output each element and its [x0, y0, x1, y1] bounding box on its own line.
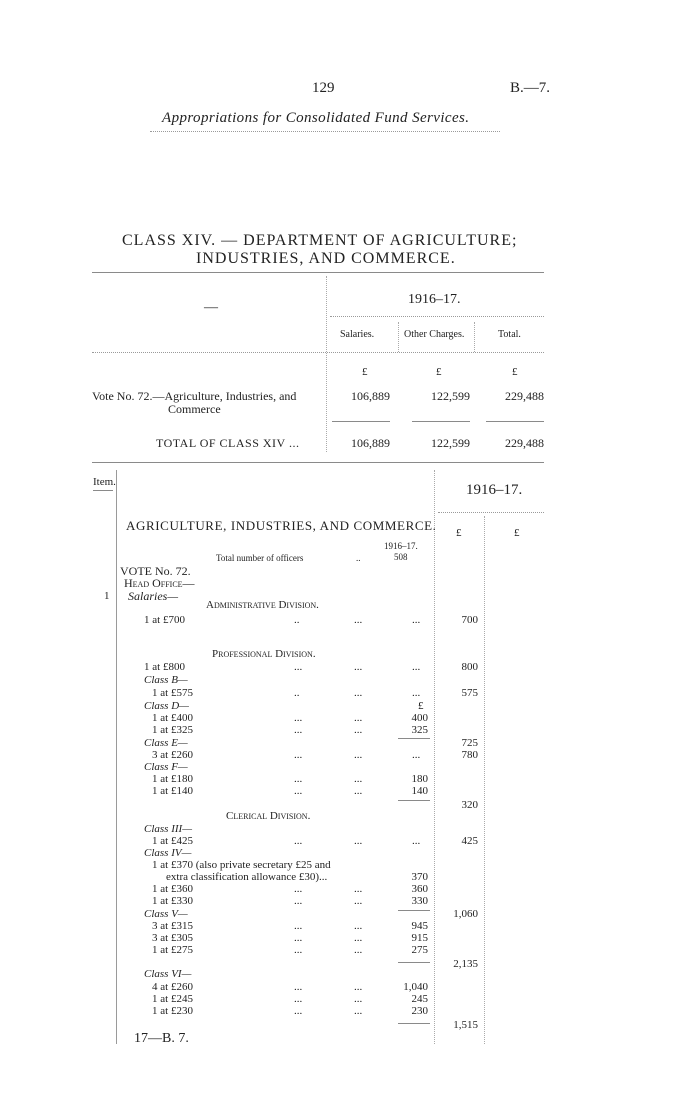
subtotal-rule — [398, 910, 430, 911]
cler-line-3: 1 at £360 — [152, 883, 193, 895]
prof-sub-6: 180 — [411, 773, 428, 785]
detail-year-rule — [438, 512, 544, 513]
vote-total: 229,488 — [505, 389, 544, 403]
summary-year-rule — [330, 316, 544, 317]
dots: ... — [354, 687, 363, 699]
class-v-total: 2,135 — [453, 958, 478, 970]
prof-value-5: 780 — [461, 749, 478, 761]
document-reference: B.—7. — [510, 80, 551, 96]
page-subtitle: Appropriations for Consolidated Fund Services. — [162, 110, 470, 126]
dots: ... — [412, 614, 421, 626]
subtotal-rule — [398, 962, 430, 963]
dots: ... — [294, 895, 303, 907]
class-vi-total: 1,515 — [453, 1019, 478, 1031]
class-f-heading: Class F— — [144, 761, 188, 773]
sum-rule-2 — [412, 421, 470, 422]
class-iii-heading: Class III— — [144, 823, 192, 835]
dots: ... — [294, 981, 303, 993]
dots: ... — [354, 1005, 363, 1017]
dots: ... — [354, 981, 363, 993]
prof-value-2: 575 — [461, 687, 478, 699]
cler-sub-4: 330 — [411, 895, 428, 907]
dots: .. — [294, 687, 300, 699]
col-other-charges: Other Charges. — [404, 329, 465, 340]
class-f-total: 320 — [461, 799, 478, 811]
clerical-division-heading: Clerical Division. — [226, 810, 311, 822]
prof-sub-7: 140 — [411, 785, 428, 797]
dots: ... — [354, 895, 363, 907]
sum-rule-3 — [486, 421, 544, 422]
unit-salaries: £ — [362, 366, 368, 378]
cler-sub-5: 945 — [411, 920, 428, 932]
dots: ... — [354, 773, 363, 785]
pound-sign: £ — [418, 700, 424, 712]
salaries-heading: Salaries— — [128, 589, 179, 603]
printer-signature: 17—B. 7. — [134, 1031, 189, 1046]
cler-line-10: 1 at £230 — [152, 1005, 193, 1017]
cler-line-4: 1 at £330 — [152, 895, 193, 907]
prof-line-6: 1 at £180 — [152, 773, 193, 785]
vote-line1: Vote No. 72.—Agriculture, Industries, and — [92, 389, 297, 403]
dots: ... — [294, 993, 303, 1005]
cler-value-1: 425 — [461, 835, 478, 847]
dots: ... — [294, 932, 303, 944]
dots: ... — [412, 661, 421, 673]
prof-line-2: 1 at £575 — [152, 687, 193, 699]
dots: ... — [294, 920, 303, 932]
sum-rule-1 — [332, 421, 390, 422]
cler-sub-3: 360 — [411, 883, 428, 895]
summary-bottom-rule — [92, 462, 544, 463]
prof-line-5: 3 at £260 — [152, 749, 193, 761]
dots: ... — [354, 835, 363, 847]
dots: ... — [412, 687, 421, 699]
unit-total: £ — [512, 366, 518, 378]
class-total-salaries: 106,889 — [351, 436, 390, 450]
dots: ... — [294, 724, 303, 736]
cler-line-9: 1 at £245 — [152, 993, 193, 1005]
col-sep-2 — [474, 322, 475, 352]
subtotal-rule — [398, 1023, 430, 1024]
detail-year: 1916–17. — [466, 482, 523, 498]
prof-line-7: 1 at £140 — [152, 785, 193, 797]
dots: ... — [412, 835, 421, 847]
detail-unit-1: £ — [456, 527, 462, 539]
detail-unit-2: £ — [514, 527, 520, 539]
summary-top-rule — [92, 272, 544, 273]
cler-line-8: 4 at £260 — [152, 981, 193, 993]
dots: ... — [294, 944, 303, 956]
dots: ... — [354, 944, 363, 956]
dots: ... — [354, 712, 363, 724]
officers-dots: .. — [356, 553, 361, 563]
item-number: 1 — [104, 590, 110, 602]
class-total-total: 229,488 — [505, 436, 544, 450]
dots: ... — [294, 835, 303, 847]
dots: ... — [354, 749, 363, 761]
dots: ... — [294, 712, 303, 724]
prof-line-4: 1 at £325 — [152, 724, 193, 736]
class-vi-heading: Class VI— — [144, 968, 192, 980]
class-title-line2: INDUSTRIES, AND COMMERCE. — [196, 250, 456, 267]
summary-year: 1916–17. — [408, 292, 461, 307]
dots: ... — [294, 785, 303, 797]
dots: ... — [412, 749, 421, 761]
cler-line-6: 3 at £305 — [152, 932, 193, 944]
cler-sub-6: 915 — [411, 932, 428, 944]
dots: ... — [354, 614, 363, 626]
cler-line-2a: 1 at £370 (also private secretary £25 and — [152, 859, 331, 871]
summary-header-rule — [92, 352, 544, 353]
cler-sub-9: 245 — [411, 993, 428, 1005]
administrative-division-heading: Administrative Division. — [206, 599, 319, 611]
officers-year: 1916–17. — [384, 541, 418, 551]
cler-line-2b: extra classification allowance £30)... — [166, 871, 328, 883]
cler-line-5: 3 at £315 — [152, 920, 193, 932]
class-iv-total: 1,060 — [453, 908, 478, 920]
dots: ... — [294, 749, 303, 761]
prof-value-1: 800 — [461, 661, 478, 673]
item-label-rule — [93, 490, 113, 491]
detail-total-rule — [484, 516, 485, 1044]
officers-count: 508 — [394, 552, 408, 562]
dots: ... — [354, 932, 363, 944]
cler-sub-7: 275 — [411, 944, 428, 956]
prof-line-1: 1 at £800 — [144, 661, 185, 673]
prof-sub-4: 325 — [411, 724, 428, 736]
detail-heading: AGRICULTURE, INDUSTRIES, AND COMMERCE. — [126, 518, 437, 533]
vote-other-charges: 122,599 — [431, 389, 470, 403]
unit-other: £ — [436, 366, 442, 378]
summary-blank-heading: — — [204, 300, 218, 315]
item-label: Item. — [93, 476, 116, 488]
class-title-line1: CLASS XIV. — DEPARTMENT OF AGRICULTURE; — [122, 232, 518, 249]
dots: ... — [294, 883, 303, 895]
class-d-total: 725 — [461, 737, 478, 749]
dots: .. — [294, 614, 300, 626]
vote-number: VOTE No. 72. — [120, 564, 191, 578]
cler-sub-2: 370 — [411, 871, 428, 883]
dots: ... — [354, 661, 363, 673]
subtotal-rule — [398, 738, 430, 739]
class-total-other-charges: 122,599 — [431, 436, 470, 450]
class-b-heading: Class B— — [144, 674, 188, 686]
officers-label: Total number of officers — [216, 553, 304, 563]
col-sep-1 — [398, 322, 399, 352]
dots: ... — [294, 1005, 303, 1017]
dots: ... — [294, 773, 303, 785]
dots: ... — [354, 724, 363, 736]
cler-line-7: 1 at £275 — [152, 944, 193, 956]
summary-divider — [326, 276, 327, 452]
admin-value-1: 700 — [461, 614, 478, 626]
professional-division-heading: Professional Division. — [212, 648, 316, 660]
prof-line-3: 1 at £400 — [152, 712, 193, 724]
cler-sub-8: 1,040 — [403, 981, 428, 993]
cler-line-1: 1 at £425 — [152, 835, 193, 847]
subtotal-rule — [398, 800, 430, 801]
dots: ... — [354, 785, 363, 797]
subtitle-rule — [150, 131, 500, 132]
class-d-heading: Class D— — [144, 700, 189, 712]
class-v-heading: Class V— — [144, 908, 188, 920]
class-e-heading: Class E— — [144, 737, 188, 749]
class-total-label: TOTAL OF CLASS XIV ... — [156, 436, 300, 450]
page-number: 129 — [312, 80, 335, 96]
vote-line2: Commerce — [168, 402, 221, 416]
vote-salaries: 106,889 — [351, 389, 390, 403]
dots: ... — [354, 920, 363, 932]
admin-line-1: 1 at £700 — [144, 614, 185, 626]
detail-subtotal-rule — [434, 470, 435, 1044]
dots: ... — [294, 661, 303, 673]
col-salaries: Salaries. — [340, 329, 375, 340]
col-total: Total. — [498, 329, 521, 340]
dots: ... — [354, 883, 363, 895]
head-office: Head Office— — [124, 576, 195, 590]
prof-sub-3: 400 — [411, 712, 428, 724]
item-column-rule — [116, 470, 117, 1044]
dots: ... — [354, 993, 363, 1005]
cler-sub-10: 230 — [411, 1005, 428, 1017]
class-iv-heading: Class IV— — [144, 847, 192, 859]
